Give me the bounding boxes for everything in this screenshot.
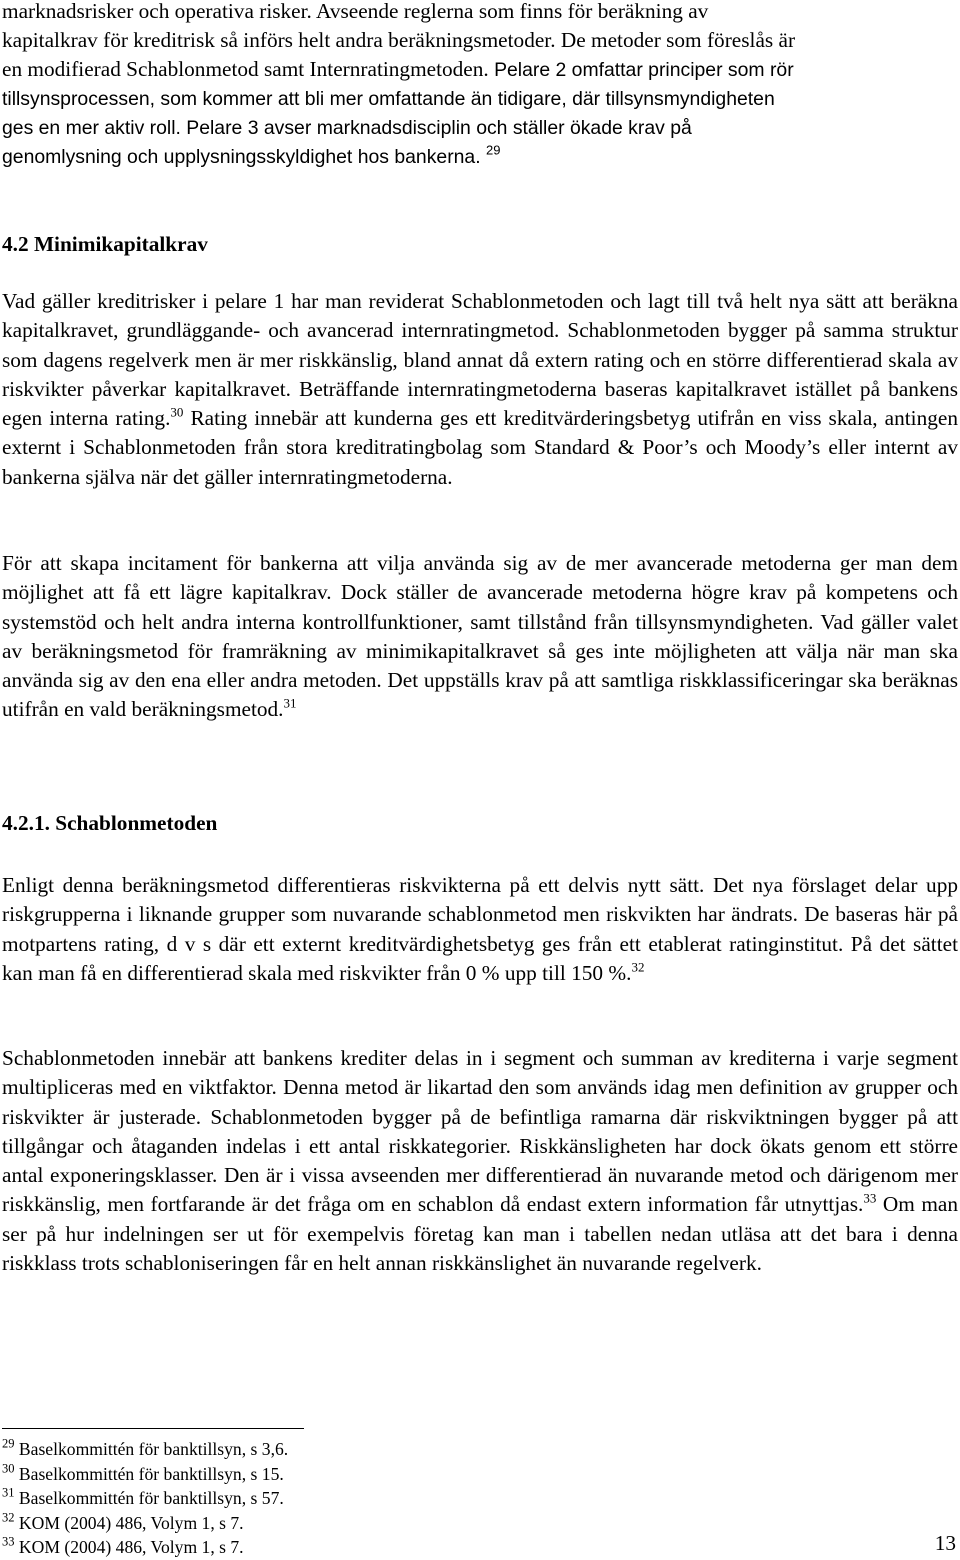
footnote-number: 32	[2, 1510, 15, 1525]
section-4-2-paragraph-2	[2, 549, 958, 725]
intro-line-5: ges en mer aktiv roll. Pelare 3 avser marknadsdisciplin och ställer ökade krav på	[2, 117, 692, 139]
footnote-item	[2, 1535, 602, 1560]
section-4-2-p1-text-a: Vad gäller kreditrisker i pelare 1 har man reviderat Schablonmetoden och lagt till två helt nya sätt att beräkna kapitalkravet, grundläggande- och avancerad internratingmetod. Schablonmetoden bygger på samma struktur som dagens regelverk men är mer riskkänslig, bland annat då extern rating och en större differentierad skala av riskvikter påverkar kapitalkravet. Beträffande internratingmetoderna baseras kapitalkravet istället på bankens egen interna rating.	[2, 289, 958, 431]
footnote-divider	[2, 1428, 304, 1429]
footnote-ref-30[interactable]: 30	[170, 404, 184, 420]
footnote-text: KOM (2004) 486, Volym 1, s 7.	[18, 1512, 244, 1533]
section-4-2-1-p1-text: Enligt denna beräkningsmetod differentieras riskvikterna på ett delvis nytt sätt. Det nya förslaget delar upp riskgrupperna i liknande grupper som nuvarande schablonmetod men riskvikten har ändrats. De baseras här på motpartens rating, d v s där ett externt kreditvärdighetsbetyg ges från ett etablerat ratinginstitut. På det sättet kan man få en differentierad skala med riskvikter från 0 % upp till 150 %.	[2, 873, 958, 985]
section-4-2-1-p2-text-b: Om man ser på hur indelningen ser ut för exempelvis företag kan man i tabellen nedan utläsa att det bara i denna riskklass trots schabloniseringen får en helt annan riskkänslighet än nuvarande regelverk.	[2, 1192, 958, 1276]
section-4-2-1-paragraph-2	[2, 1044, 958, 1278]
footnote-text: Baselkommittén för banktillsyn, s 3,6.	[18, 1439, 289, 1459]
footnote-number: 31	[2, 1485, 15, 1500]
footnote-list	[2, 1437, 602, 1560]
intro-line-6	[2, 143, 958, 172]
section-4-2-p1-text-b: Rating innebär att kunderna ges ett kreditvärderingsbetyg utifrån en viss skala, antingen externt i Schablonmetoden från stora kreditratingbolag som Standard & Poor’s och Moody’s eller internt av bankerna själva när det gäller internratingmetoderna.	[2, 406, 958, 489]
intro-line-1: marknadsrisker och operativa risker. Avseende reglerna som finns för beräkning av	[2, 0, 709, 23]
footnote-ref-29[interactable]: 29	[486, 142, 501, 158]
section-4-2-p2-text: För att skapa incitament för bankerna att vilja använda sig av de mer avancerade metoderna ger man dem möjlighet att få ett lägre kapitalkrav. Dock ställer de avancerade metoderna högre krav på kompetens och systemstöd och helt andra interna kontrollfunktioner, samt tillstånd från tillsynsmyndigheten. Vad gäller valet av beräkningsmetod för framräkning av minimikapitalkravet så ges inte möjligheten att välja när man ska använda sig av den ena eller andra metoden. Det uppställs krav på att samtliga riskklassificeringar ska beräknas utifrån en vald beräkningsmetod.	[2, 551, 958, 722]
footnote-number: 30	[2, 1461, 15, 1476]
intro-line-6-text: genomlysning och upplysningsskyldighet hos bankerna.	[2, 146, 481, 168]
page-number: 13	[934, 1531, 956, 1555]
footnote-text: Baselkommittén för banktillsyn, s 15.	[18, 1463, 284, 1484]
section-4-2-1-paragraph-1	[2, 871, 958, 988]
footnote-number: 33	[2, 1534, 15, 1549]
footnote-text: Baselkommittén för banktillsyn, s 57.	[18, 1488, 284, 1509]
intro-line-3b: Pelare 2 omfattar principer som rör	[494, 59, 794, 81]
intro-line-4: tillsynsprocessen, som kommer att bli mer omfattande än tidigare, där tillsynsmyndigheten	[2, 88, 775, 110]
footnote-item	[2, 1462, 602, 1487]
intro-line-2: kapitalkrav för kreditrisk så införs helt andra beräkningsmetoder. De metoder som föreslås är	[2, 28, 796, 52]
footnote-item	[2, 1486, 602, 1511]
footnote-number: 29	[2, 1436, 15, 1451]
footnote-ref-31[interactable]: 31	[283, 696, 297, 712]
intro-line-3	[2, 55, 958, 85]
footnote-item	[2, 1511, 602, 1536]
footnote-ref-33[interactable]: 33	[863, 1191, 877, 1207]
section-4-2-1-p2-text-a: Schablonmetoden innebär att bankens krediter delas in i segment och summan av krediterna i varje segment multipliceras med en viktfaktor. Denna metod är likartad den som används idag men definition av grupper och riskvikter är justerade. Schablonmetoden bygger på de befintliga ramarna där riskviktningen bygger på att tillgångar och åtaganden indelas i ett antal riskkategorier. Riskkänsligheten har dock ökats genom ett större antal exponeringsklasser. Den är i vissa avseenden mer differentierad än nuvarande metod och därigenom mer riskkänslig, men fortfarande är det fråga om en schablon då endast extern information får utnyttjas.	[2, 1046, 958, 1217]
section-heading-4-2-1: 4.2.1. Schablonmetoden	[2, 811, 218, 835]
intro-line-3a: en modifierad Schablonmetod samt Internratingmetoden.	[2, 57, 489, 81]
footnote-item	[2, 1437, 602, 1462]
section-heading-4-2: 4.2 Minimikapitalkrav	[2, 232, 208, 256]
footnote-text: KOM (2004) 486, Volym 1, s 7.	[18, 1537, 244, 1558]
section-4-2-paragraph-1	[2, 287, 958, 492]
footnote-ref-32[interactable]: 32	[631, 959, 645, 975]
